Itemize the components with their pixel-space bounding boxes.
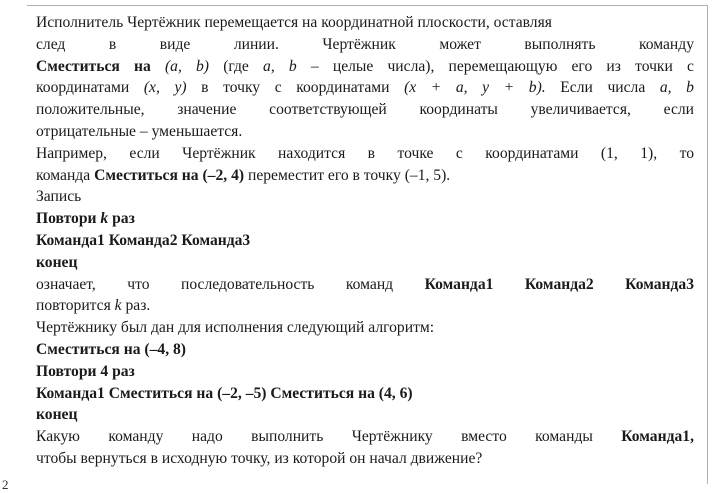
text: означает, что последовательность команд [36,275,394,293]
text: Чертёжнику был дан для исполнения следующий алгоритм: [36,319,435,337]
record-commands [36,230,694,252]
var-k: k [100,210,109,228]
text: – целые числа), перемещающую его из точки с [310,57,694,75]
algorithm-line-3 [36,383,694,405]
text: в точку с координатами [201,79,390,97]
example-line-2 [36,165,694,187]
record-end [36,252,694,274]
coords-xy: (x, y) [143,79,187,97]
text: Какую команду надо выполнить Чертёжнику вместо команды [36,428,593,446]
text: чтобы вернуться в исходную точку, из которой он начал движение? [36,449,483,467]
intro-line-6 [36,121,694,143]
example-command: Сместиться на (–2, 4) [94,166,245,184]
text: Например, если Чертёжник находится в точке с координатами (1, 1), то [36,144,694,162]
command-name: Сместиться на [36,57,151,75]
var-a: a, [263,57,275,75]
command-args: (a, b) [164,57,210,75]
text: повторится [36,297,111,315]
text: переместит его в точку (–1, 5). [247,166,451,184]
algorithm-body: Команда1 Сместиться на (–2, –5) Сместиться на (4, 6) [36,384,413,402]
text: Исполнитель Чертёжник перемещается на координатной плоскости, оставляя [36,14,552,31]
commands: Команда1 Команда2 Команда3 [424,275,694,293]
commands: Команда1 Команда2 Команда3 [36,231,251,249]
record-label [36,186,694,208]
record-meaning-2 [36,295,694,317]
problem-text [36,12,694,470]
algorithm-end: конец [36,406,78,424]
text: Запись [36,188,82,206]
end-keyword: конец [36,253,78,271]
var-k: k [114,297,122,315]
text: координатами [36,79,130,97]
record-repeat [36,208,694,230]
algorithm-line-1 [36,339,694,361]
record-meaning-1 [36,274,694,296]
intro-line-2 [36,34,694,56]
text: команда [36,166,91,184]
algorithm-line-2 [36,361,694,383]
algorithm-repeat: Повтори 4 раз [36,362,135,380]
algorithm-command: Сместиться на (–4, 8) [36,340,186,358]
var-b: b [288,57,297,75]
question-line-1 [36,426,694,448]
text: Если числа [560,79,646,97]
text: след в виде линии. Чертёжник может выполнять команду [36,35,694,53]
command-ref: Команда1, [621,428,694,446]
intro-line-5 [36,99,694,121]
text: (где [223,57,249,75]
vars-ab: a, b [659,79,694,97]
intro-line-4 [36,77,694,99]
algorithm-intro [36,317,694,339]
times-keyword: раз [112,210,135,228]
text: раз. [125,297,151,315]
example-line-1 [36,143,694,165]
intro-line-1 [36,12,694,34]
algorithm-line-4 [36,404,694,426]
coords-new: (x + a, y + b). [404,79,546,97]
text: отрицательные – уменьшается. [36,122,243,140]
intro-line-3 [36,56,694,78]
margin-number: 2 [2,477,9,492]
question-line-2 [36,448,694,470]
repeat-keyword: Повтори [36,210,97,228]
text: положительные, значение соответствующей координаты увеличивается, если [36,101,694,119]
